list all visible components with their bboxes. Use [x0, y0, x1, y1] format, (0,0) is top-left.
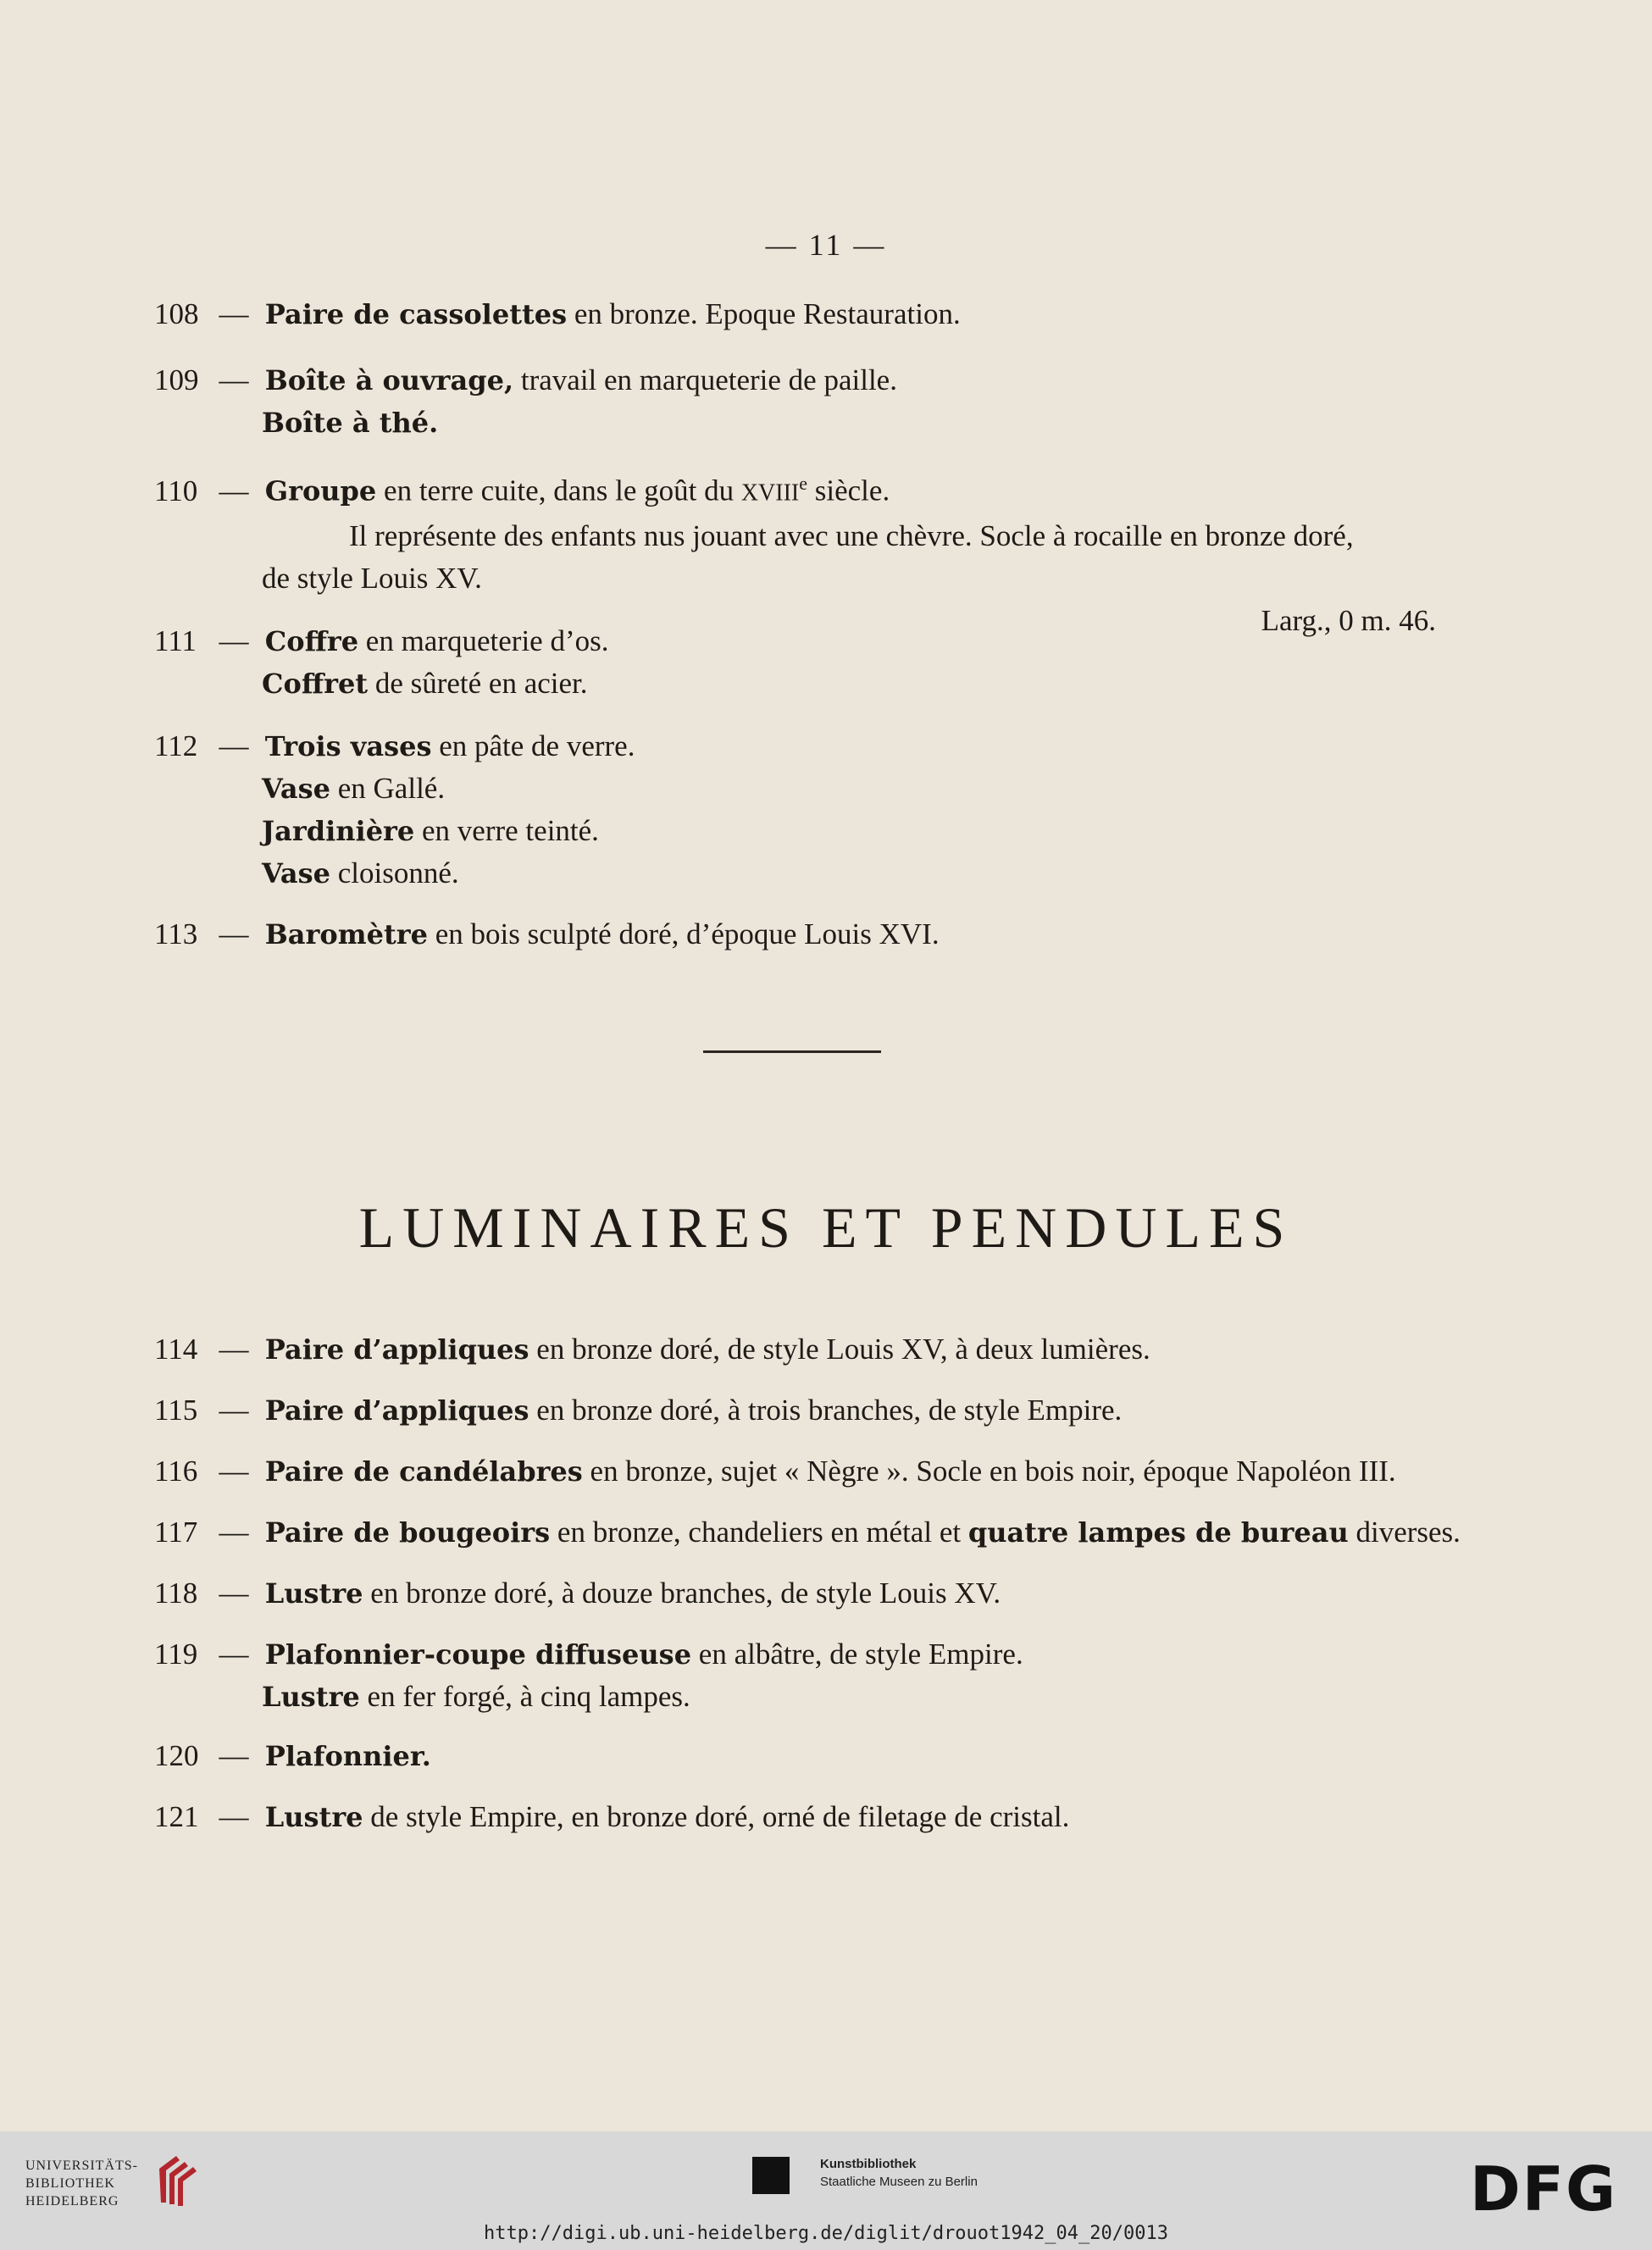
page-number: — 11 — — [765, 228, 887, 262]
lot-title: Plafonnier-coupe diffuseuse — [264, 1638, 692, 1671]
lot-subtitle: Lustre — [262, 1681, 360, 1713]
lot-number: 111 — [154, 624, 197, 657]
lot-title: Boîte à ouvrage, — [264, 364, 514, 396]
lot-dash: — — [219, 474, 249, 507]
lot-sub-description: cloisonné. — [330, 856, 459, 889]
lot-subtitle: Boîte à thé. — [262, 407, 439, 439]
kunstbibliothek-logo-icon — [752, 2157, 790, 2194]
lot-dash: — — [219, 297, 249, 330]
lot-number: 117 — [154, 1516, 198, 1549]
lot-description: en bronze. Epoque Restauration. — [567, 297, 961, 330]
ub-line-1: UNIVERSITÄTS- — [25, 2159, 138, 2173]
lot-detail-line-2: de style Louis XV. — [262, 561, 482, 595]
lot-description: en bronze doré, à trois branches, de style Empire. — [529, 1394, 1123, 1427]
lot-111 — [154, 620, 1442, 705]
permalink-url[interactable]: http://digi.ub.uni-heidelberg.de/diglit/drouot1942_04_20/0013 — [484, 2223, 1168, 2244]
lot-number: 112 — [154, 729, 198, 762]
ub-line-2: BIBLIOTHEK — [25, 2176, 115, 2191]
lot-dash: — — [219, 1800, 249, 1833]
century-superscript: e — [799, 473, 808, 494]
lot-119 — [154, 1633, 1442, 1718]
lot-description: en terre cuite, dans le goût du — [376, 474, 741, 507]
lot-title: Lustre — [264, 1801, 363, 1833]
lot-dash: — — [219, 729, 249, 762]
ub-heidelberg-label — [25, 2157, 138, 2210]
lot-sub-description: en Gallé. — [330, 772, 446, 805]
lot-title: Groupe — [264, 474, 377, 507]
lot-sub-description: de sûreté en acier. — [368, 667, 588, 700]
lot-description: en bronze, sujet « Nègre ». Socle en bois noir, époque Napoléon III. — [582, 1455, 1396, 1488]
lot-108 — [154, 293, 1442, 335]
lot-title-secondary: quatre lampes de bureau — [967, 1516, 1349, 1549]
century-numeral: XVIII — [740, 479, 800, 507]
lot-number: 114 — [154, 1333, 198, 1366]
lot-number: 108 — [154, 297, 199, 330]
lot-118 — [154, 1572, 1442, 1615]
dfg-logo: DFG — [1470, 2153, 1618, 2225]
ub-line-3: HEIDELBERG — [25, 2194, 119, 2208]
lot-description: de style Empire, en bronze doré, orné de filetage de cristal. — [363, 1800, 1070, 1833]
digitization-footer — [0, 2131, 1652, 2250]
lot-115 — [154, 1389, 1442, 1432]
lot-number: 115 — [154, 1394, 198, 1427]
lot-detail-line-1: Il représente des enfants nus jouant avec une chèvre. Socle à rocaille en bronze doré, — [349, 518, 1354, 552]
lot-number: 109 — [154, 363, 199, 396]
lot-title: Paire de candélabres — [264, 1455, 583, 1488]
lot-dash: — — [219, 917, 249, 950]
lot-number: 119 — [154, 1638, 198, 1671]
lot-description: en bronze doré, à douze branches, de style Louis XV. — [363, 1577, 1001, 1610]
kb-line-2: Staatliche Museen zu Berlin — [820, 2175, 978, 2189]
lot-sub-description: en verre teinté. — [414, 814, 599, 847]
lot-113 — [154, 913, 1442, 956]
lot-dash: — — [219, 1394, 249, 1427]
lot-121 — [154, 1796, 1442, 1838]
lot-110 — [154, 463, 1442, 642]
section-title: LUMINAIRES ET PENDULES — [358, 1195, 1294, 1260]
lot-subtitle: Vase — [262, 773, 330, 805]
lot-sub-description: en fer forgé, à cinq lampes. — [359, 1680, 690, 1713]
lot-title: Baromètre — [264, 918, 428, 950]
lot-description-end: siècle. — [807, 474, 890, 507]
lot-number: 116 — [154, 1455, 198, 1488]
lot-number: 110 — [154, 474, 198, 507]
ub-heidelberg-logo-icon — [151, 2152, 202, 2211]
lot-title: Paire d’appliques — [264, 1333, 529, 1366]
lot-dash: — — [219, 1455, 249, 1488]
kb-line-1: Kunstbibliothek — [820, 2157, 917, 2171]
lot-description: travail en marqueterie de paille. — [513, 363, 897, 396]
lot-subtitle: Coffret — [262, 668, 369, 700]
lot-title: Plafonnier. — [264, 1740, 431, 1772]
lot-dash: — — [219, 1577, 249, 1610]
lot-description-end: diverses. — [1348, 1516, 1461, 1549]
lot-120 — [154, 1735, 1442, 1777]
lot-title: Coffre — [264, 625, 359, 657]
lot-dimensions: Larg., 0 m. 46. — [1261, 603, 1436, 637]
lot-title: Trois vases — [264, 730, 432, 762]
lot-dash: — — [219, 363, 249, 396]
lot-title: Lustre — [264, 1577, 363, 1610]
section-divider — [703, 1050, 881, 1053]
lot-description: en bronze doré, de style Louis XV, à deux lumières. — [529, 1333, 1150, 1366]
lot-subtitle: Jardinière — [262, 815, 415, 847]
lot-description: en bois sculpté doré, d’époque Louis XVI. — [427, 917, 940, 950]
lot-109 — [154, 359, 1442, 444]
lot-114 — [154, 1328, 1442, 1371]
kunstbibliothek-label — [820, 2155, 978, 2191]
lot-dash: — — [219, 1739, 249, 1772]
lot-dash: — — [219, 1516, 249, 1549]
lot-title: Paire de cassolettes — [264, 298, 568, 330]
lot-112 — [154, 725, 1442, 895]
lot-number: 121 — [154, 1800, 199, 1833]
lot-title: Paire de bougeoirs — [264, 1516, 551, 1549]
lot-description: en bronze, chandeliers en métal et — [550, 1516, 968, 1549]
lot-description: en pâte de verre. — [431, 729, 635, 762]
lot-number: 120 — [154, 1739, 199, 1772]
lot-dash: — — [219, 1638, 249, 1671]
lot-dash: — — [219, 624, 249, 657]
lot-description: en marqueterie d’os. — [358, 624, 609, 657]
lot-dash: — — [219, 1333, 249, 1366]
lot-number: 118 — [154, 1577, 198, 1610]
lot-number: 113 — [154, 917, 198, 950]
lot-116 — [154, 1450, 1442, 1493]
lot-title: Paire d’appliques — [264, 1394, 529, 1427]
lot-117 — [154, 1511, 1461, 1554]
lot-subtitle: Vase — [262, 857, 330, 889]
lot-description: en albâtre, de style Empire. — [691, 1638, 1023, 1671]
